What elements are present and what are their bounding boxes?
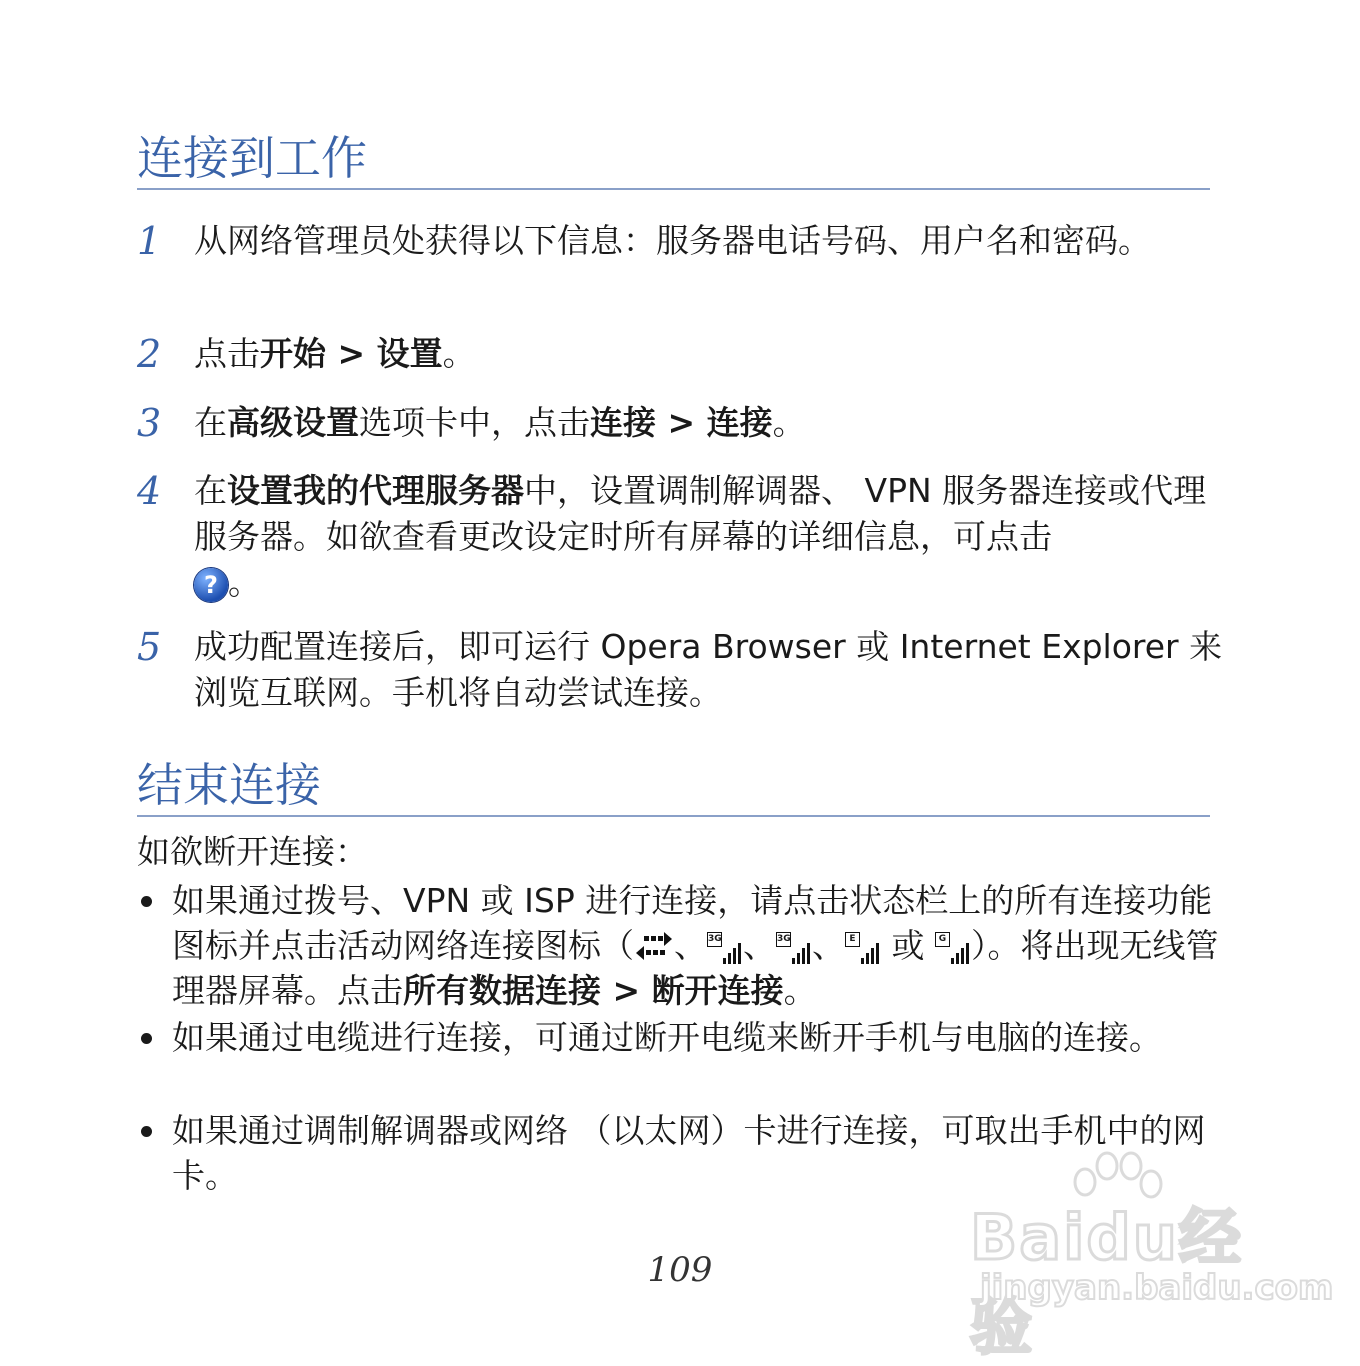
icon-letter: G [935, 932, 950, 947]
text-segment: 或 [881, 926, 935, 965]
step-number: 4 [137, 469, 162, 513]
step-text [194, 400, 1224, 446]
edge-signal-icon [845, 930, 881, 966]
step-text [194, 468, 1224, 606]
bullet-dot [141, 1126, 152, 1137]
sync-icon [634, 930, 674, 966]
text-segment: 在 [194, 403, 227, 442]
text-segment: 。 [772, 403, 806, 442]
text-segment: ）。将出现无线管理器屏幕。点击 [172, 926, 1219, 1010]
path-separator: > [656, 403, 707, 442]
step-text: 成功配置连接后，即可运行 Opera Browser 或 Internet Explorer 来浏览互联网。手机将自动尝试连接。 [194, 627, 1223, 712]
section-title-connect-to-work: 连接到工作 [137, 130, 1210, 190]
text-segment: 、 [674, 926, 707, 965]
watermark [960, 1150, 1334, 1363]
watermark-url: jingyan.baidu.com [980, 1268, 1334, 1308]
bullet-dot [141, 1033, 152, 1044]
text-segment: 如果通过拨号、VPN 或 ISP 进行连接，请点击状态栏上的所有连接功能图标并点击活动网络连接图标（ [172, 881, 1213, 965]
bullet-dot [141, 896, 152, 907]
page-number: 109 [647, 1250, 713, 1290]
step-number: 3 [137, 401, 162, 445]
advanced-tab-label: 高级设置 [227, 403, 359, 442]
menu-start-label: 开始 [260, 334, 326, 373]
step-text [194, 331, 1224, 377]
gprs-signal-icon [935, 930, 971, 966]
all-data-connections-label: 所有数据连接 [403, 971, 601, 1010]
text-segment: 。 [442, 334, 476, 373]
step-text: 从网络管理员处获得以下信息：服务器电话号码、用户名和密码。 [194, 221, 1151, 260]
step-number: 5 [137, 625, 162, 669]
watermark-brand: Baidu经验 [970, 1201, 1243, 1363]
text-segment: 、 [743, 926, 776, 965]
bullet-text: 如果通过电缆进行连接，可通过断开电缆来断开手机与电脑的连接。 [172, 1018, 1162, 1057]
3g-signal-icon [776, 930, 812, 966]
connections-label: 连接 [706, 403, 773, 442]
proxy-settings-label: 设置我的代理服务器 [227, 471, 524, 510]
text-segment: 。 [783, 971, 817, 1010]
step-number: 2 [137, 332, 162, 376]
step-number: 1 [137, 219, 162, 263]
intro-text: 如欲断开连接： [137, 832, 368, 871]
text-segment: 、 [812, 926, 845, 965]
text-segment: 中，设置调制解调器、 VPN 服务器连接或代理服务器。如欲查看更改设定时所有屏幕的详细信息，可点击 [194, 471, 1207, 556]
icon-letter: E [845, 932, 860, 947]
icon-letter: 3G [707, 932, 722, 947]
text-segment: 点击 [194, 334, 260, 373]
path-separator: > [601, 971, 652, 1010]
menu-settings-label: 设置 [376, 334, 443, 373]
bullet-text: 如果通过调制解调器或网络 （以太网）卡进行连接，可取出手机中的网卡。 [172, 1111, 1206, 1195]
icon-letter: 3G [776, 932, 791, 947]
3g-signal-icon [707, 930, 743, 966]
section-title-end-connection: 结束连接 [137, 757, 1210, 817]
help-icon: ? [194, 568, 228, 602]
text-segment: 选项卡中，点击 [359, 403, 590, 442]
connections-label: 连接 [590, 403, 656, 442]
bullet-text [172, 878, 1227, 1013]
text-segment: 在 [194, 471, 227, 510]
disconnect-label: 断开连接 [651, 971, 784, 1010]
path-separator: > [326, 334, 377, 373]
text-segment: 。 [228, 563, 261, 602]
